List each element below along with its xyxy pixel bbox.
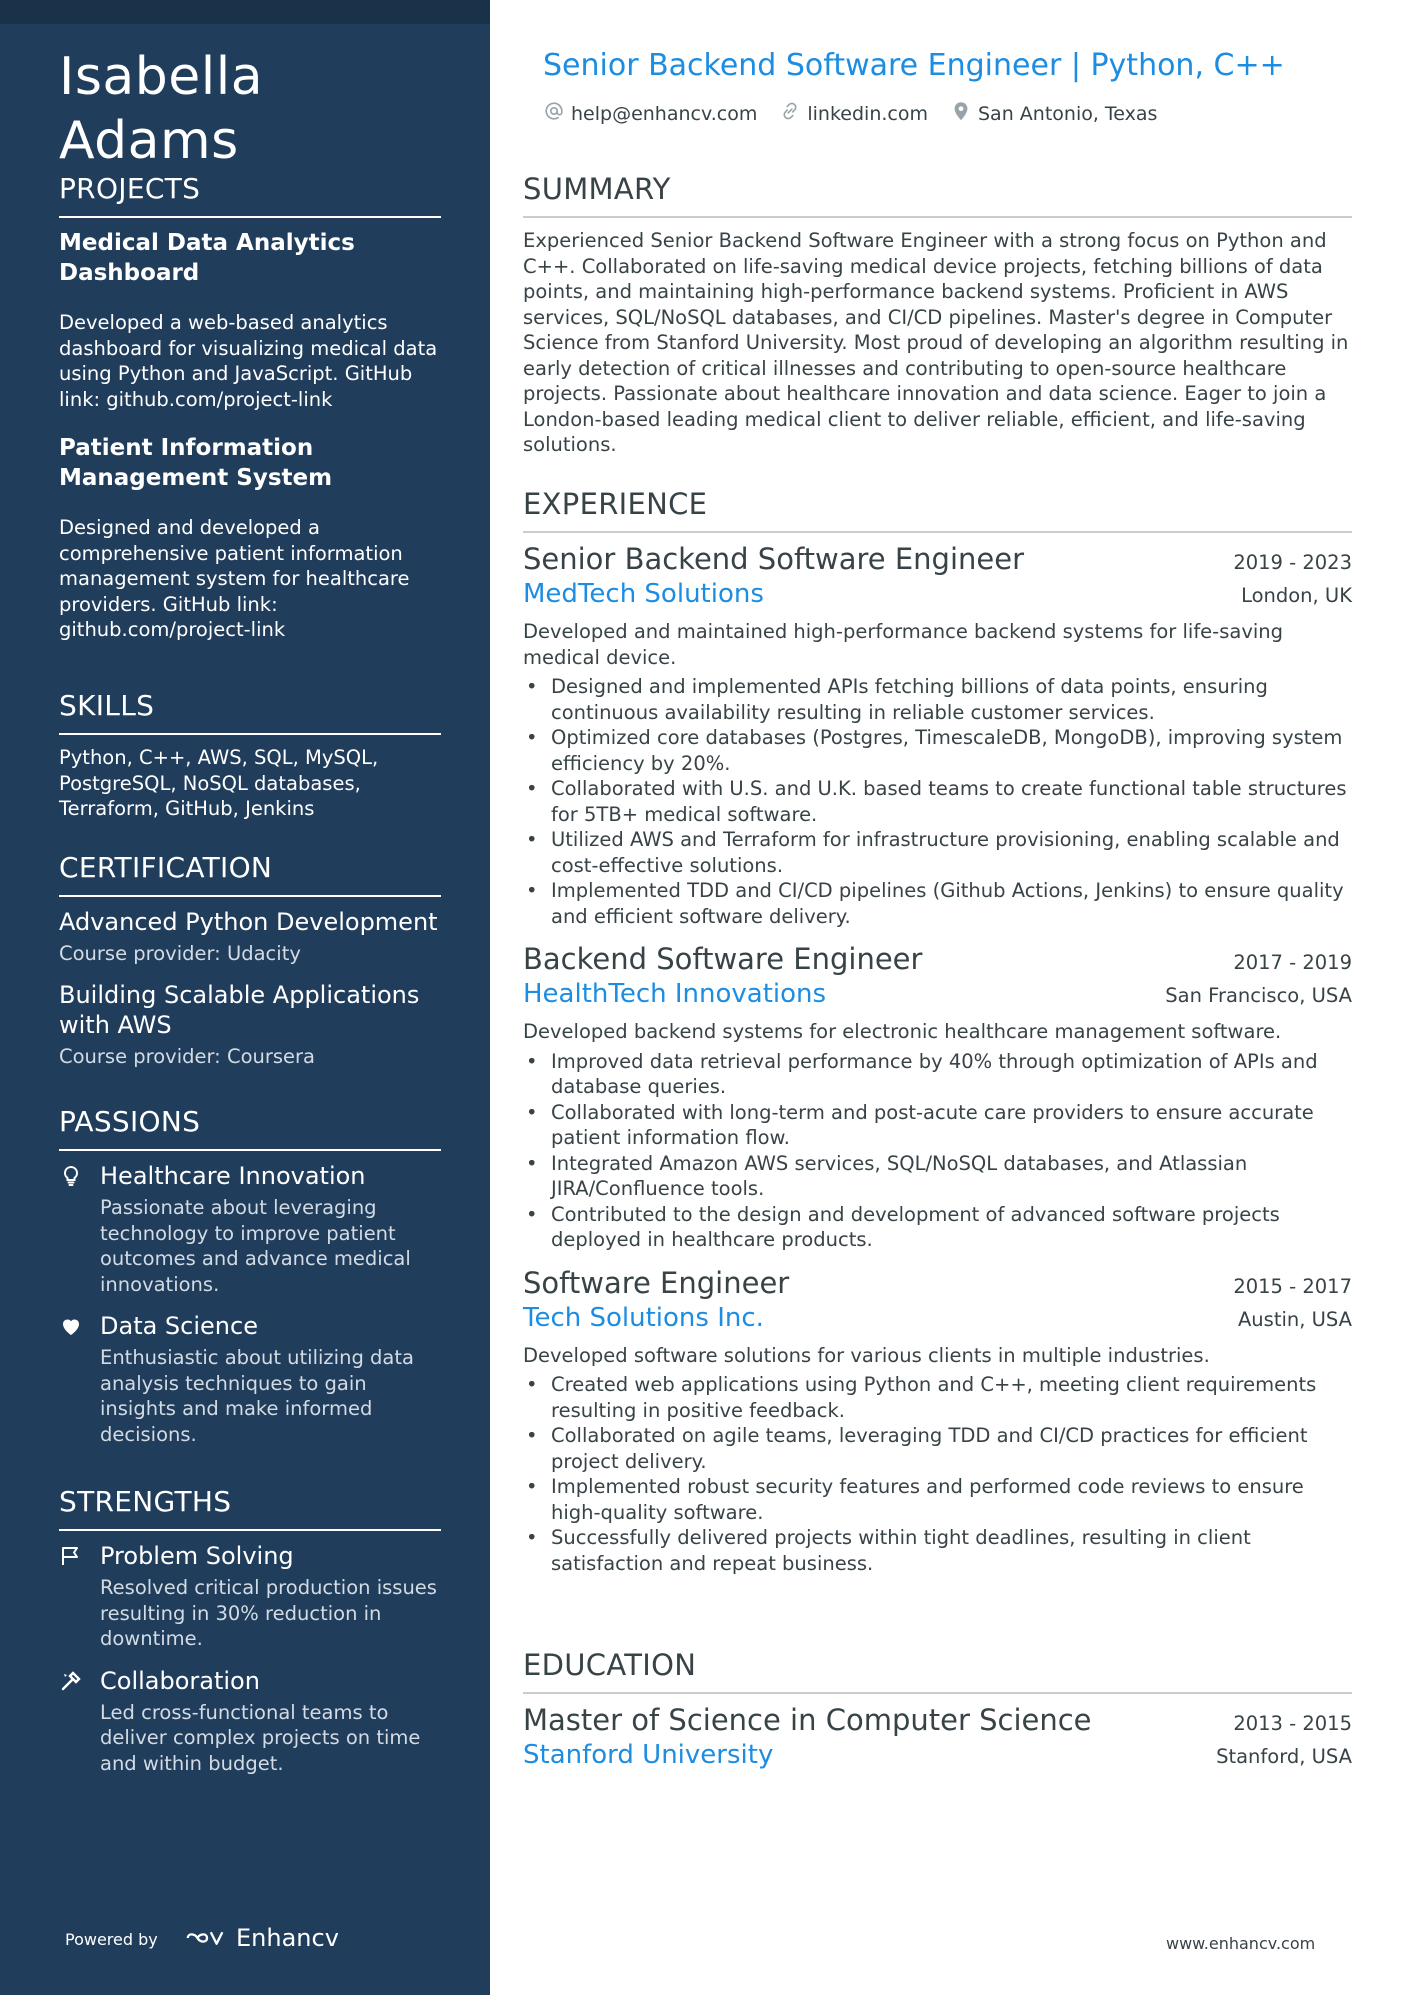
education-location: Stanford, USA bbox=[1216, 1745, 1352, 1768]
school: Stanford University bbox=[523, 1740, 774, 1770]
passion-item bbox=[59, 1311, 441, 1447]
certification-title: Building Scalable Applications with AWS bbox=[59, 981, 420, 1039]
list-item: • Implemented TDD and CI/CD pipelines (Github Actions, Jenkins) to ensure quality and efficient software delivery. bbox=[523, 878, 1352, 929]
certification-section bbox=[59, 851, 441, 1069]
link-icon bbox=[779, 100, 801, 127]
certification-heading: CERTIFICATION bbox=[59, 851, 441, 897]
at-icon bbox=[543, 100, 565, 127]
job-dates: 2017 - 2019 bbox=[1233, 951, 1352, 974]
passion-desc: Passionate about leveraging technology to improve patient outcomes and advance medical innovations. bbox=[100, 1196, 411, 1296]
list-item: • Collaborated on agile teams, leveraging TDD and CI/CD practices for efficient project delivery. bbox=[523, 1423, 1352, 1474]
email-text: help@enhancv.com bbox=[571, 102, 758, 125]
job-dates: 2019 - 2023 bbox=[1233, 551, 1352, 574]
list-item: • Optimized core databases (Postgres, TimescaleDB, MongoDB), improving system efficiency by 20%. bbox=[523, 725, 1352, 776]
job-title: Software Engineer bbox=[523, 1265, 790, 1300]
project-item bbox=[59, 228, 441, 412]
summary-heading: SUMMARY bbox=[523, 172, 1352, 218]
projects-section bbox=[59, 172, 441, 643]
strength-item bbox=[59, 1541, 441, 1652]
candidate-name: Isabella Adams bbox=[59, 47, 264, 171]
job-bullets bbox=[523, 1049, 1352, 1253]
contact-email[interactable] bbox=[543, 100, 757, 127]
list-item: • Collaborated with U.S. and U.K. based teams to create functional table structures for 5TB+ medical software. bbox=[523, 776, 1352, 827]
strengths-heading: STRENGTHS bbox=[59, 1485, 441, 1531]
job-bullets bbox=[523, 1372, 1352, 1576]
headline: Senior Backend Software Engineer | Python, C++ bbox=[543, 48, 1285, 83]
passion-desc: Enthusiastic about utilizing data analysis techniques to gain insights and make informed decisions. bbox=[100, 1346, 414, 1446]
job-bullets bbox=[523, 674, 1352, 929]
linkedin-text: linkedin.com bbox=[807, 102, 928, 125]
heart-icon bbox=[59, 1314, 85, 1340]
passions-section bbox=[59, 1105, 441, 1447]
job-location: San Francisco, USA bbox=[1165, 984, 1352, 1007]
strength-title: Collaboration bbox=[100, 1666, 260, 1695]
job-description: Developed and maintained high-performance backend systems for life-saving medical device. bbox=[523, 620, 1284, 669]
flag-icon bbox=[59, 1544, 85, 1570]
brand-name: Enhancv bbox=[236, 1924, 339, 1952]
certification-provider: Course provider: Udacity bbox=[59, 942, 301, 965]
enhancv-logo-icon bbox=[184, 1926, 230, 1950]
list-item: • Improved data retrieval performance by 40% through optimization of APIs and database queries. bbox=[523, 1049, 1352, 1100]
certification-provider: Course provider: Coursera bbox=[59, 1045, 315, 1068]
job-title: Senior Backend Software Engineer bbox=[523, 542, 1025, 576]
passion-title: Data Science bbox=[100, 1312, 258, 1340]
job-location: London, UK bbox=[1241, 584, 1352, 607]
passion-title: Healthcare Innovation bbox=[100, 1162, 366, 1190]
list-item: • Utilized AWS and Terraform for infrastructure provisioning, enabling scalable and cost-effective solutions. bbox=[523, 827, 1352, 878]
skills-section bbox=[59, 689, 441, 822]
education-section bbox=[523, 1648, 1352, 1772]
strength-title: Problem Solving bbox=[100, 1542, 294, 1570]
job-entry bbox=[523, 1265, 1352, 1577]
job-description: Developed software solutions for various clients in multiple industries. bbox=[523, 1343, 1210, 1367]
sidebar-top-band bbox=[0, 0, 490, 24]
job-dates: 2015 - 2017 bbox=[1233, 1274, 1352, 1298]
passion-item bbox=[59, 1161, 441, 1297]
project-title: Medical Data Analytics Dashboard bbox=[59, 230, 355, 286]
project-desc: Designed and developed a comprehensive patient information management system for healthcare providers. GitHub link: github.com/project-link bbox=[59, 516, 410, 641]
education-heading: EDUCATION bbox=[523, 1648, 1352, 1694]
education-dates: 2013 - 2015 bbox=[1233, 1712, 1352, 1735]
list-item: • Collaborated with long-term and post-acute care providers to ensure accurate patient information flow. bbox=[523, 1100, 1352, 1151]
certification-title: Advanced Python Development bbox=[59, 908, 438, 936]
job-company: MedTech Solutions bbox=[523, 579, 764, 609]
enhancv-logo[interactable] bbox=[184, 1924, 339, 1952]
list-item: • Integrated Amazon AWS services, SQL/NoSQL databases, and Atlassian JIRA/Confluence tools. bbox=[523, 1151, 1352, 1202]
certification-item bbox=[59, 980, 441, 1069]
contact-location bbox=[950, 100, 1157, 127]
project-title: Patient Information Management System bbox=[59, 435, 333, 491]
education-entry bbox=[523, 1702, 1352, 1772]
tools-icon bbox=[59, 1669, 85, 1695]
job-entry bbox=[523, 941, 1352, 1253]
map-pin-icon bbox=[950, 100, 972, 127]
strength-item bbox=[59, 1666, 441, 1777]
experience-heading: EXPERIENCE bbox=[523, 487, 1352, 533]
summary-section bbox=[523, 172, 1352, 458]
contact-bar bbox=[543, 100, 1157, 127]
skills-heading: SKILLS bbox=[59, 689, 441, 735]
summary-text: Experienced Senior Backend Software Engineer with a strong focus on Python and C++. Collaborated on life-saving medical device projects, fetching billions of data points, and maintaining high-performance backend systems. Proficient in AWS services, SQL/NoSQL databases, and CI/CD pipelines. Master's degree in Computer Science from Stanford University. Most proud of developing an algorithm resulting in early detection of critical illnesses and contributing to open-source healthcare projects. Passionate about healthcare innovation and data science. Eager to join a London-based leading medical client to deliver reliable, efficient, and life-saving solutions. bbox=[523, 229, 1349, 456]
job-company: HealthTech Innovations bbox=[523, 979, 827, 1009]
strengths-section bbox=[59, 1485, 441, 1776]
certification-item bbox=[59, 907, 441, 966]
project-item bbox=[59, 433, 441, 643]
list-item: • Designed and implemented APIs fetching billions of data points, ensuring continuous availability resulting in reliable customer services. bbox=[523, 674, 1352, 725]
passions-heading: PASSIONS bbox=[59, 1105, 441, 1151]
job-title: Backend Software Engineer bbox=[523, 942, 923, 976]
list-item: • Successfully delivered projects within tight deadlines, resulting in client satisfaction and repeat business. bbox=[523, 1525, 1352, 1576]
job-description: Developed backend systems for electronic healthcare management software. bbox=[523, 1020, 1282, 1043]
list-item: • Implemented robust security features and performed code reviews to ensure high-quality software. bbox=[523, 1474, 1352, 1525]
powered-by-label: Powered by bbox=[65, 1930, 158, 1949]
contact-linkedin[interactable] bbox=[779, 100, 928, 127]
strength-desc: Resolved critical production issues resulting in 30% reduction in downtime. bbox=[100, 1576, 437, 1650]
job-location: Austin, USA bbox=[1237, 1307, 1352, 1331]
experience-section bbox=[523, 487, 1352, 1576]
degree: Master of Science in Computer Science bbox=[523, 1703, 1092, 1737]
location-text: San Antonio, Texas bbox=[978, 102, 1158, 125]
skills-list: Python, C++, AWS, SQL, MySQL, PostgreSQL, NoSQL databases, Terraform, GitHub, Jenkins bbox=[59, 746, 379, 820]
strength-desc: Led cross-functional teams to deliver complex projects on time and within budget. bbox=[100, 1700, 421, 1775]
footer-url[interactable]: www.enhancv.com bbox=[1166, 1934, 1316, 1953]
list-item: • Contributed to the design and development of advanced software projects deployed in healthcare products. bbox=[523, 1202, 1352, 1253]
lightbulb-icon bbox=[59, 1164, 85, 1190]
job-entry bbox=[523, 541, 1352, 929]
name-block bbox=[59, 45, 441, 173]
projects-heading: PROJECTS bbox=[59, 172, 441, 218]
job-company: Tech Solutions Inc. bbox=[523, 1302, 764, 1333]
project-desc: Developed a web-based analytics dashboard for visualizing medical data using Python and JavaScript. GitHub link: github.com/project-link bbox=[59, 311, 438, 411]
list-item: • Created web applications using Python and C++, meeting client requirements resulting in positive feedback. bbox=[523, 1372, 1352, 1423]
